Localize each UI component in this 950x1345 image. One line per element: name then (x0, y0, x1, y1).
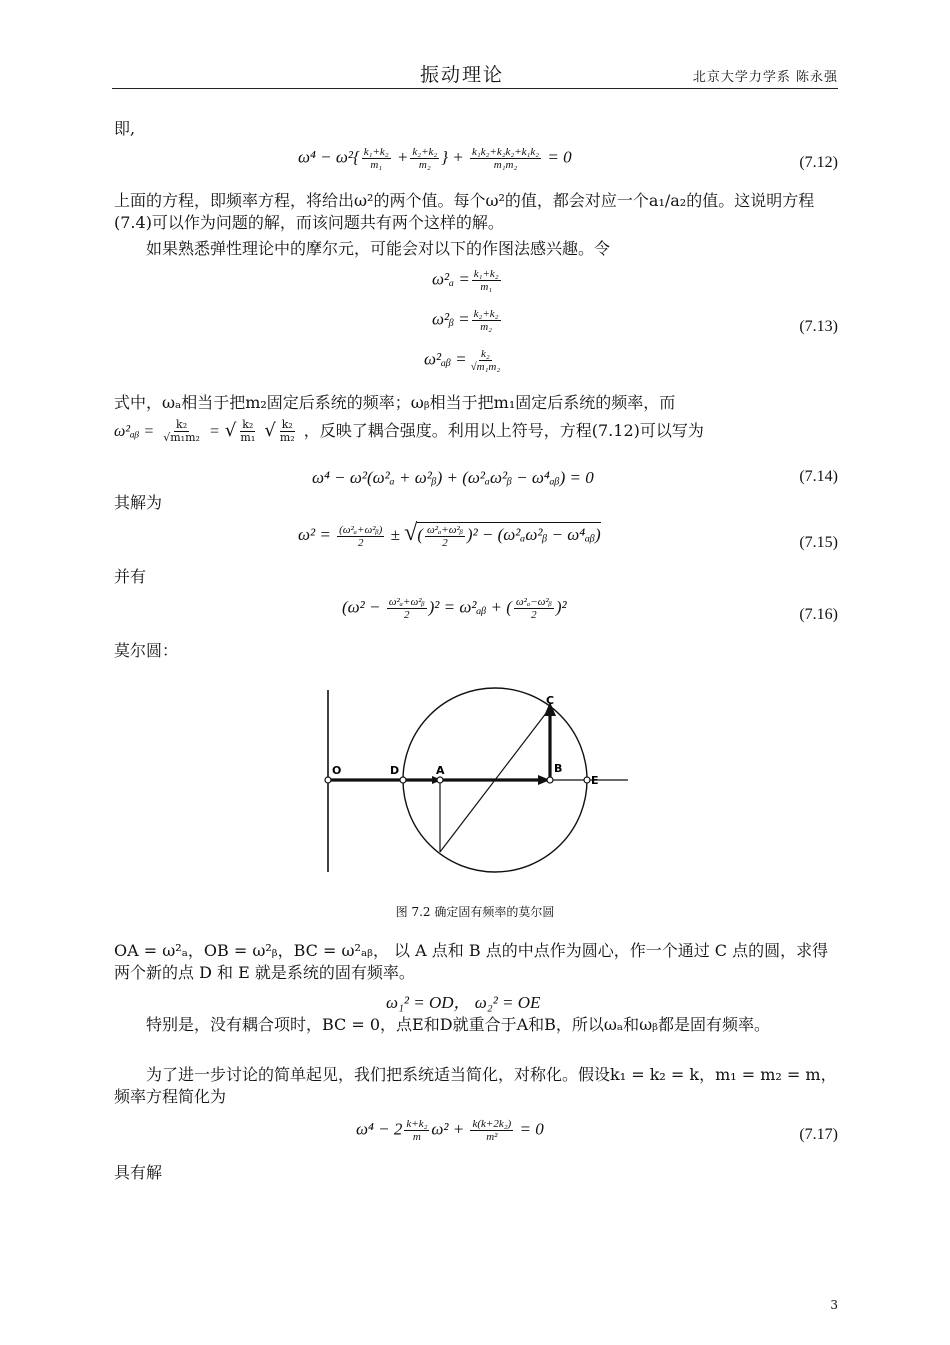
equation-number-7-17: (7.17) (799, 1126, 838, 1143)
paragraph-omega-meaning: 式中，ωₐ相当于把m₂固定后系统的频率；ωᵦ相当于把m₁固定后系统的频率，而 (114, 393, 676, 412)
label-d: D (390, 764, 400, 777)
paragraph-solution: 其解为 (114, 493, 163, 512)
paragraph-has-solution: 具有解 (114, 1163, 163, 1182)
equation-7-15: ω² = $\frac{\text{(ω²ₐ+ω²ᵦ)}}{2}$ ± √( $\frac{\text{ω²ₐ+ω²ᵦ}}{2}$ )² − (ω²ₐω²ᵦ − ω⁴ₐᵦ) (298, 520, 601, 549)
equation-7-17: ω⁴ − 2 $\frac{\text{k+k₂}}{m}$ ω² + $\frac{\text{k(k+2k₂)}}{\text{m²}}$ = 0 (356, 1118, 544, 1143)
label-o: O (332, 764, 342, 777)
equation-7-13-a: ω²ₐ = $\frac{\text{k₁+k₂}}{\text{m₁}}$ (432, 268, 499, 293)
paragraph-mohr-circle: 莫尔圆： (114, 641, 179, 660)
equation-number-7-13: (7.13) (799, 318, 838, 335)
mohr-circle-figure (300, 680, 640, 880)
point-e (584, 777, 590, 783)
equation-7-13-b: ω²ᵦ = $\frac{\text{k₂+k₂}}{\text{m₂}}$ (432, 308, 499, 333)
equation-7-12: ω⁴ − ω²{ $\frac{\text{k₁+k₂}}{\text{m₁}}$ + $\frac{\text{k₂+k₂}}{\text{m₂}}$ } + $\frac{\text{k₁k₂+k₂k₂+k₁k₂}}{\text{m₁m₂}}$ = 0 (298, 146, 572, 171)
point-b (547, 777, 553, 783)
equation-7-16: (ω² − $\frac{\text{ω²ₐ+ω²ᵦ}}{2}$ )² = ω²ₐᵦ + ( $\frac{\text{ω²ₐ−ω²ᵦ}}{2}$ )² (342, 596, 567, 621)
running-author: 北京大学力学系 陈永强 (692, 70, 838, 85)
label-e: E (591, 774, 599, 787)
equation-number-7-16: (7.16) (799, 606, 838, 623)
figure-caption: 图 7.2 确定固有频率的莫尔圆 (395, 905, 555, 919)
running-title: 振动理论 (420, 64, 505, 86)
label-b: B (554, 762, 563, 775)
paragraph-symmetric: 为了进一步讨论的简单起见，我们把系统适当简化，对称化。假设k₁ = k₂ = k，m₁ = m₂ = m，频率方程简化为 (114, 1065, 837, 1106)
paragraph-mohr-intro: 如果熟悉弹性理论中的摩尔元，可能会对以下的作图法感兴趣。令 (146, 239, 611, 258)
equation-7-13-ab: ω²ₐᵦ = $\frac{\text{k₂}}{\text{√m₁m₂}}$ (424, 348, 501, 373)
paragraph-frequency-equation: 上面的方程，即频率方程，将给出ω²的两个值。每个ω²的值，都会对应一个a₁/a₂的值。这说明方程(7.4)可以作为问题的解，而该问题共有两个这样的解。 (114, 191, 815, 232)
label-a: A (436, 764, 445, 777)
paragraph-and: 并有 (114, 567, 147, 586)
point-d (400, 777, 406, 783)
equation-number-7-14: (7.14) (799, 468, 838, 485)
point-a (437, 777, 443, 783)
paragraph-construction: OA = ω²ₐ，OB = ω²ᵦ，BC = ω²ₐᵦ， 以 A 点和 B 点的中点作为圆心，作一个通过 C 点的圆，求得两个新的点 D 和 E 就是系统的固有频率。 (114, 941, 829, 982)
equation-7-14: ω⁴ − ω²(ω²ₐ + ω²ᵦ) + (ω²ₐω²ᵦ − ω⁴ₐᵦ) = 0 (312, 468, 594, 487)
paragraph-ji: 即, (114, 119, 136, 138)
equation-number-7-15: (7.15) (799, 534, 838, 551)
header-rule (112, 88, 838, 89)
paragraph-no-coupling: 特别是，没有耦合项时，BC = 0，点E和D就重合于A和B，所以ωₐ和ωᵦ都是固有频率。 (146, 1015, 770, 1034)
equation-roots: ω₁² = OD， ω₂² = OE (386, 993, 541, 1012)
equation-number-7-12: (7.12) (799, 154, 838, 171)
paragraph-coupling: ω²ₐᵦ = $\frac{\text{k₂}}{\text{√m₁m₂}}$ = √ $\frac{\text{k₂}}{\text{m₁}}$ √ $\frac{\text{k₂}}{\text{m₂}}$ ，反映了耦合强度。利用以上符号，方程(7.12)可以写为 (114, 418, 704, 444)
page-number: 3 (830, 1298, 838, 1312)
label-c: C (546, 694, 555, 707)
point-o (325, 777, 331, 783)
